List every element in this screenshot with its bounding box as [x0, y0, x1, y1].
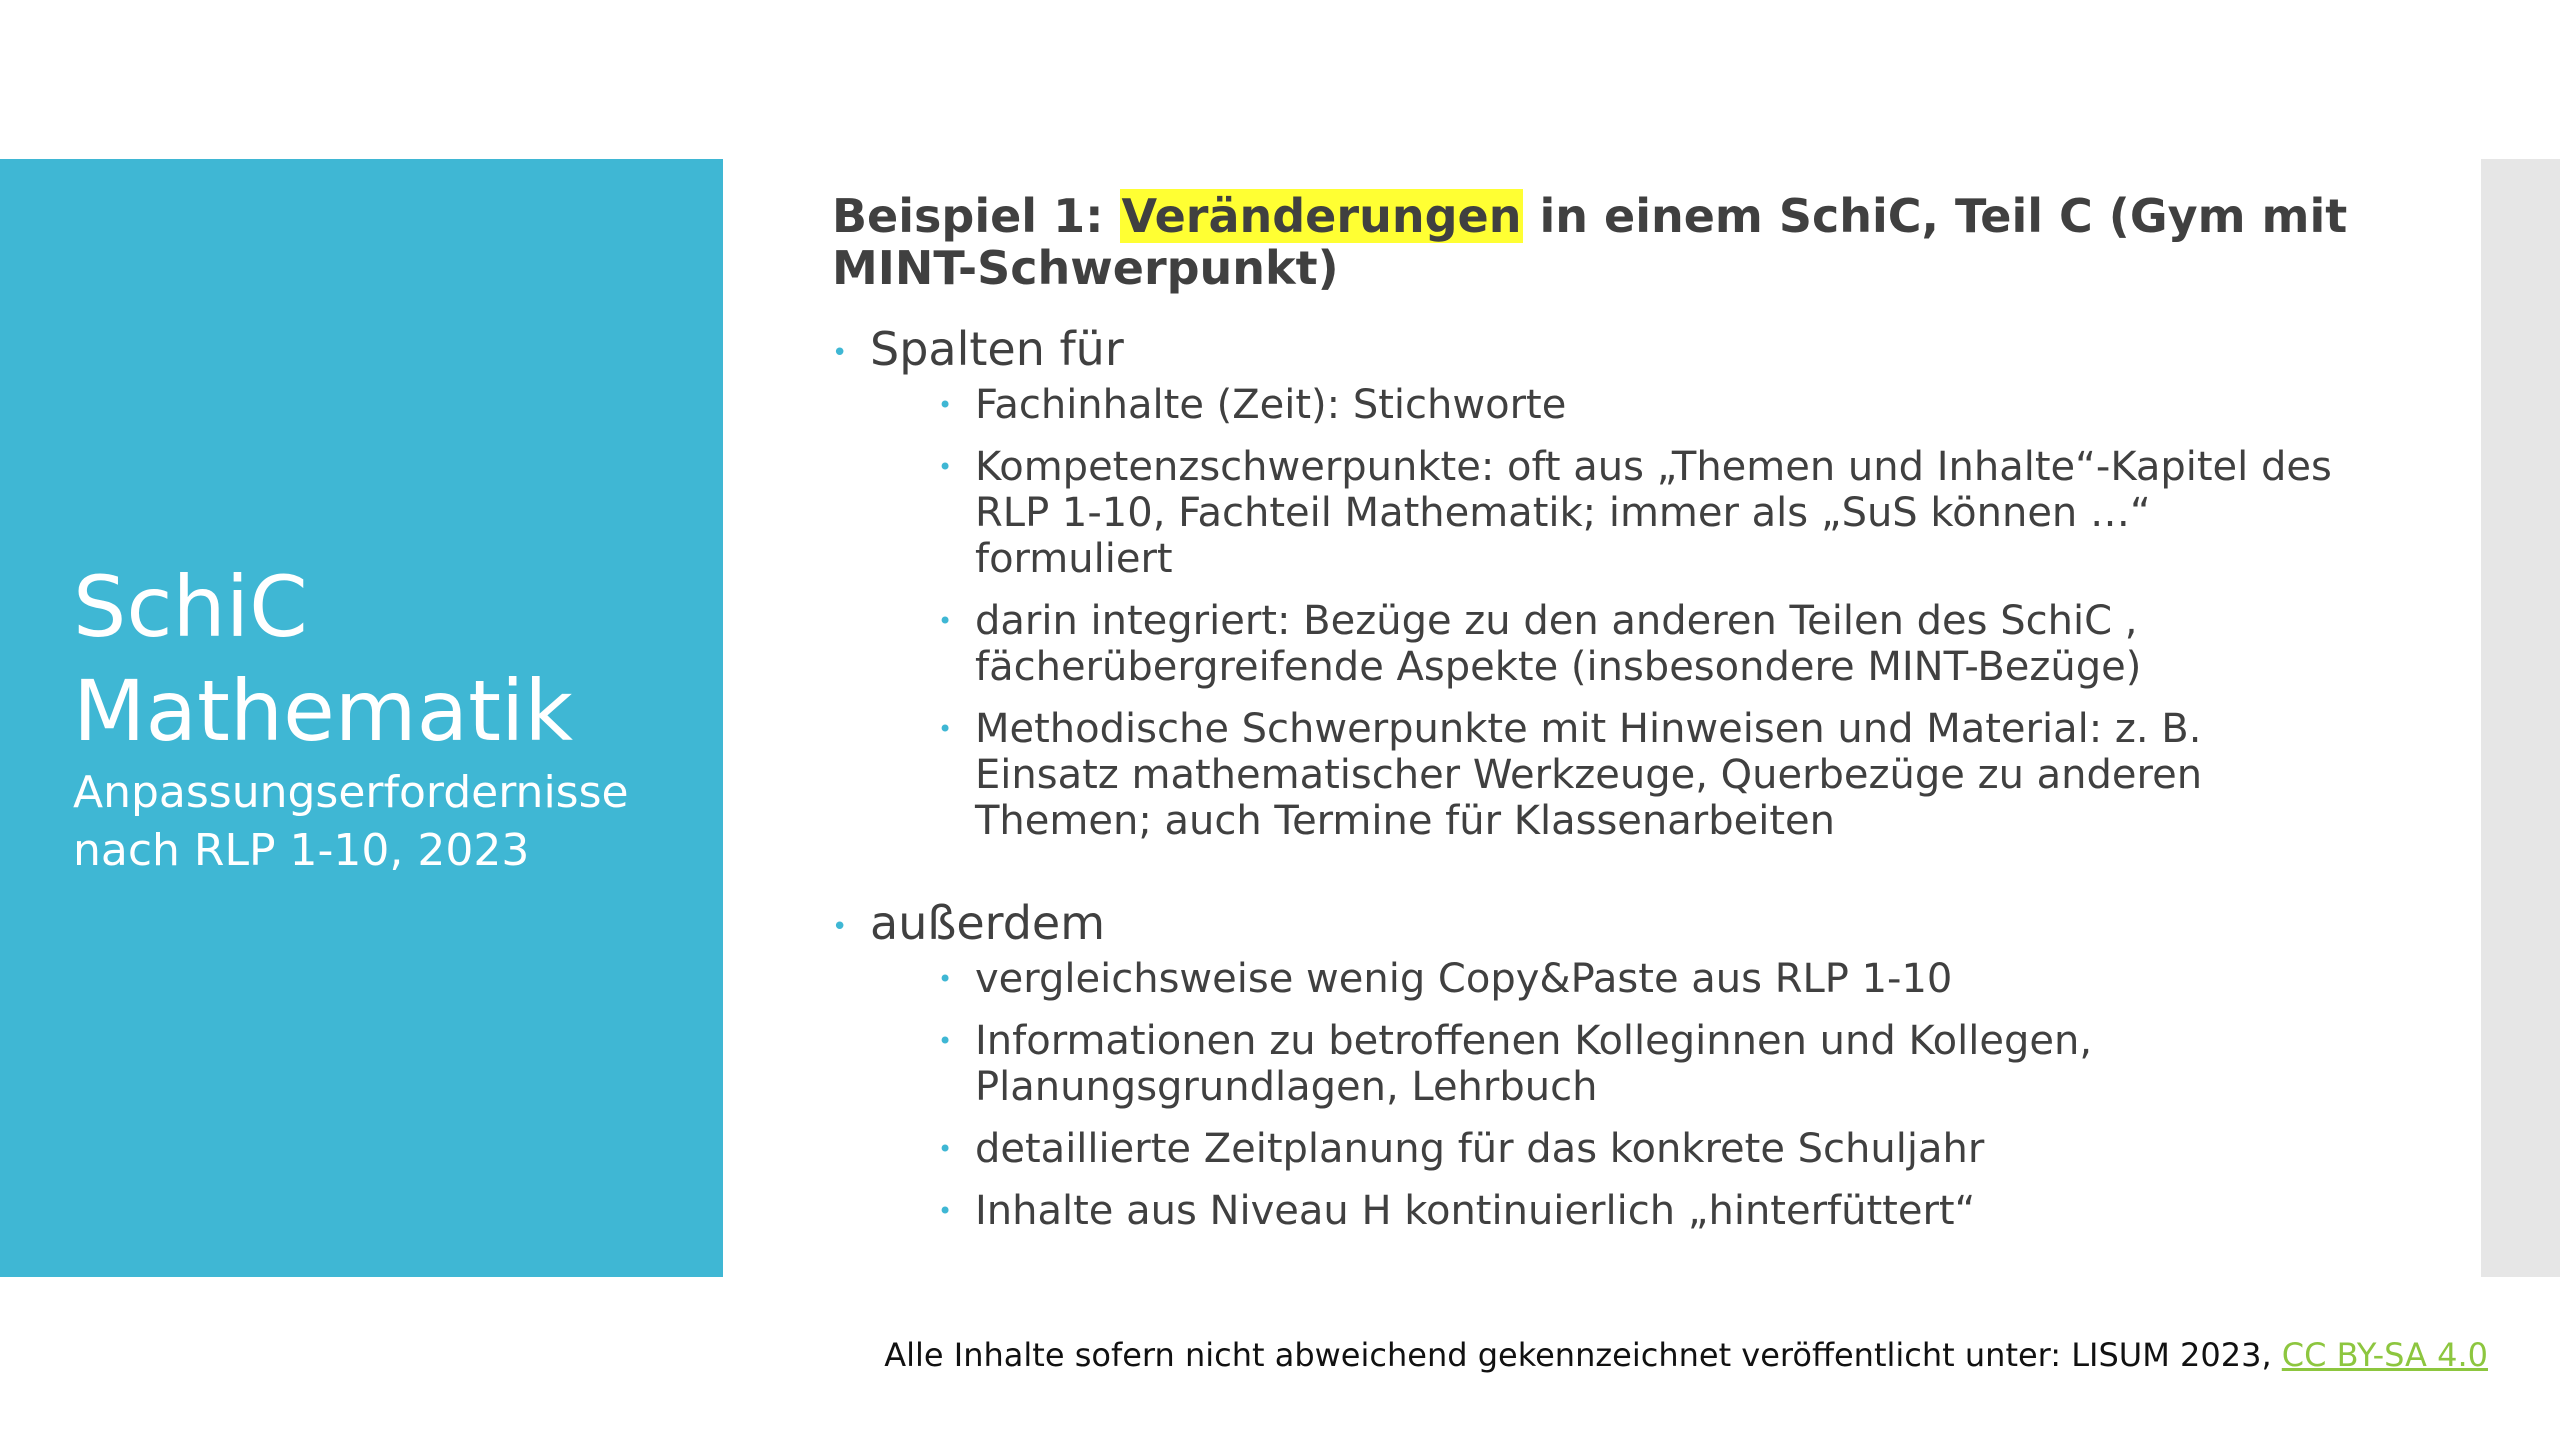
list-item-text: Inhalte aus Niveau H kontinuierlich „hinterfüttert“: [975, 1188, 1976, 1234]
footer-text: Alle Inhalte sofern nicht abweichend gekennzeichnet veröffentlicht unter: LISUM 2023,: [884, 1336, 2282, 1374]
bullet-icon: •: [832, 912, 848, 942]
list-item: [938, 1188, 2352, 1234]
bullet-icon: •: [832, 338, 848, 368]
list-item-text: Informationen zu betroffenen Kolleginnen und Kollegen, Planungsgrundlagen, Lehrbuch: [975, 1018, 2093, 1110]
list-item: [938, 706, 2352, 844]
bullet-icon: •: [938, 965, 953, 993]
list-item-text: Fachinhalte (Zeit): Stichworte: [975, 382, 1567, 428]
list-item-text: darin integriert: Bezüge zu den anderen Teilen des SchiC , fächerübergreifende Aspekte (insbesondere MINT-Bezüge): [975, 598, 2142, 690]
slide-title: [73, 555, 573, 763]
list-item-text: vergleichsweise wenig Copy&Paste aus RLP 1-10: [975, 956, 1953, 1002]
heading-suffix: in einem SchiC, Teil C (Gym mit MINT-Schwerpunkt): [832, 189, 2348, 295]
list-item: [938, 956, 2352, 1002]
list-item-spalten: [832, 322, 2352, 844]
footer-license: [884, 1336, 2488, 1374]
heading-prefix: Beispiel 1:: [832, 189, 1120, 243]
title-line-2: Mathematik: [73, 662, 574, 760]
sub-list-ausserdem: [870, 956, 2352, 1234]
slide-subtitle: [73, 764, 629, 880]
bullet-icon: •: [938, 607, 953, 635]
subtitle-line-1: Anpassungserfordernisse: [73, 767, 629, 818]
spacer: [832, 860, 2352, 890]
license-link[interactable]: CC BY-SA 4.0: [2281, 1336, 2488, 1374]
bullet-icon: •: [938, 715, 953, 743]
list-item: [938, 444, 2352, 582]
list-item-text: Kompetenzschwerpunkte: oft aus „Themen und Inhalte“-Kapitel des RLP 1-10, Fachteil Mathematik; immer als „SuS können …“ formuliert: [975, 444, 2332, 582]
list-item: [938, 1018, 2352, 1110]
list-item-text: detaillierte Zeitplanung für das konkrete Schuljahr: [975, 1126, 1985, 1172]
list-item: [938, 598, 2352, 690]
right-accent-bar: [2481, 159, 2560, 1277]
bullet-icon: •: [938, 453, 953, 481]
bullet-icon: •: [938, 391, 953, 419]
title-line-1: SchiC: [73, 558, 308, 656]
content-area: [832, 190, 2352, 1250]
bullet-icon: •: [938, 1135, 953, 1163]
list-item: [938, 1126, 2352, 1172]
content-heading: [832, 190, 2352, 294]
list-item-text: Methodische Schwerpunkte mit Hinweisen und Material: z. B. Einsatz mathematischer Werkzeuge, Querbezüge zu anderen Themen; auch Termine für Klassenarbeiten: [975, 706, 2203, 844]
bullet-icon: •: [938, 1197, 953, 1225]
list-item-ausserdem: [832, 896, 2352, 1234]
section-label: Spalten für: [870, 322, 1124, 376]
list-item: [938, 382, 2352, 428]
section-label: außerdem: [870, 896, 1106, 950]
bullet-icon: •: [938, 1027, 953, 1055]
sub-list-spalten: [870, 382, 2352, 844]
heading-highlight: Veränderungen: [1121, 189, 1522, 243]
subtitle-line-2: nach RLP 1-10, 2023: [73, 825, 530, 876]
bullet-list: [832, 322, 2352, 1234]
